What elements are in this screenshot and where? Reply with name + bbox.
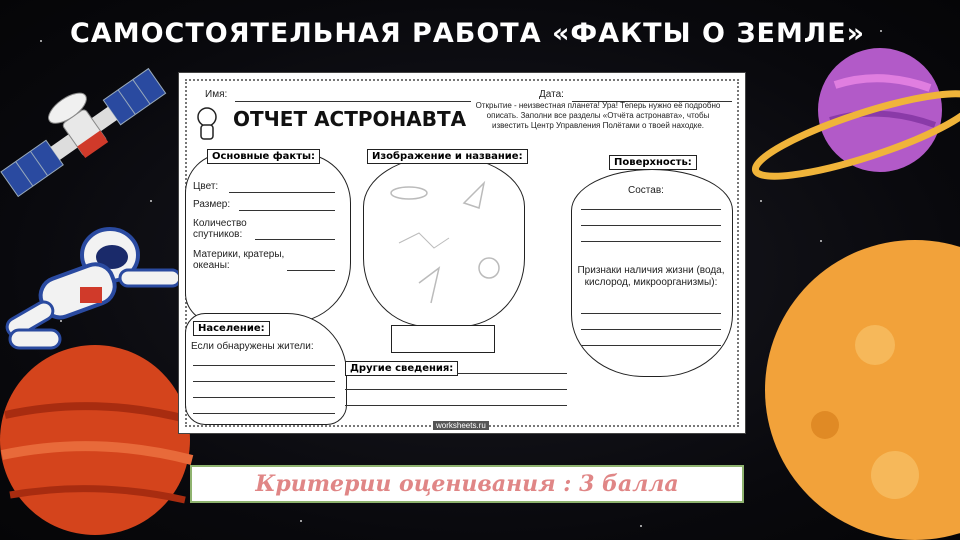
space-doodles [379,173,509,313]
other-line-1[interactable] [457,373,567,374]
continents-label: Материки, кратеры, океаны: [193,249,285,271]
size-label: Размер: [193,199,231,210]
population-title: Население: [193,321,270,336]
astronaut-small-icon [189,105,225,143]
astronaut-report-worksheet [178,72,746,434]
other-info-title: Другие сведения: [345,361,458,376]
life-signs-label: Признаки наличия жизни (вода, кислород, микроорганизмы): [577,265,725,288]
date-label: Дата: [539,89,564,100]
name-field[interactable] [235,101,471,102]
image-title: Изображение и название: [367,149,528,164]
purple-planet [745,40,960,190]
orange-planet [745,225,960,540]
worksheet-footer: worksheets.ru [433,421,489,430]
surface-title: Поверхность: [609,155,697,170]
composition-line-3[interactable] [581,241,721,242]
population-prompt: Если обнаружены жители: [191,341,314,352]
other-line-3[interactable] [345,405,567,406]
continents-field[interactable] [287,270,335,271]
life-signs-line-2[interactable] [581,329,721,330]
criteria-banner: Критерии оценивания : 3 балла [190,465,744,503]
size-field[interactable] [239,210,335,211]
color-label: Цвет: [193,181,219,192]
population-line-2[interactable] [193,381,335,382]
population-line-3[interactable] [193,397,335,398]
worksheet-intro: Открытие - неизвестная планета! Ура! Теперь нужно её подробно описать. Заполни все разделы «Отчёта астронавта», чтобы известить Центр Управления Полётами о твоей находке. [475,101,721,130]
red-planet [0,335,195,540]
life-signs-line-1[interactable] [581,313,721,314]
composition-label: Состав: [628,185,664,196]
population-line-4[interactable] [193,413,335,414]
worksheet-heading: ОТЧЕТ АСТРОНАВТА [233,107,467,131]
composition-line-2[interactable] [581,225,721,226]
name-label: Имя: [205,89,228,100]
life-signs-line-3[interactable] [581,345,721,346]
basic-facts-title: Основные факты: [207,149,320,164]
composition-line-1[interactable] [581,209,721,210]
color-field[interactable] [229,192,335,193]
other-line-2[interactable] [345,389,567,390]
slide-title: САМОСТОЯТЕЛЬНАЯ РАБОТА «ФАКТЫ О ЗЕМЛЕ» [70,18,866,49]
planet-name-field[interactable] [391,325,495,353]
satellites-field[interactable] [255,239,335,240]
population-line-1[interactable] [193,365,335,366]
satellite-icon [0,55,170,215]
satellites-label: Количество спутников: [193,218,247,240]
